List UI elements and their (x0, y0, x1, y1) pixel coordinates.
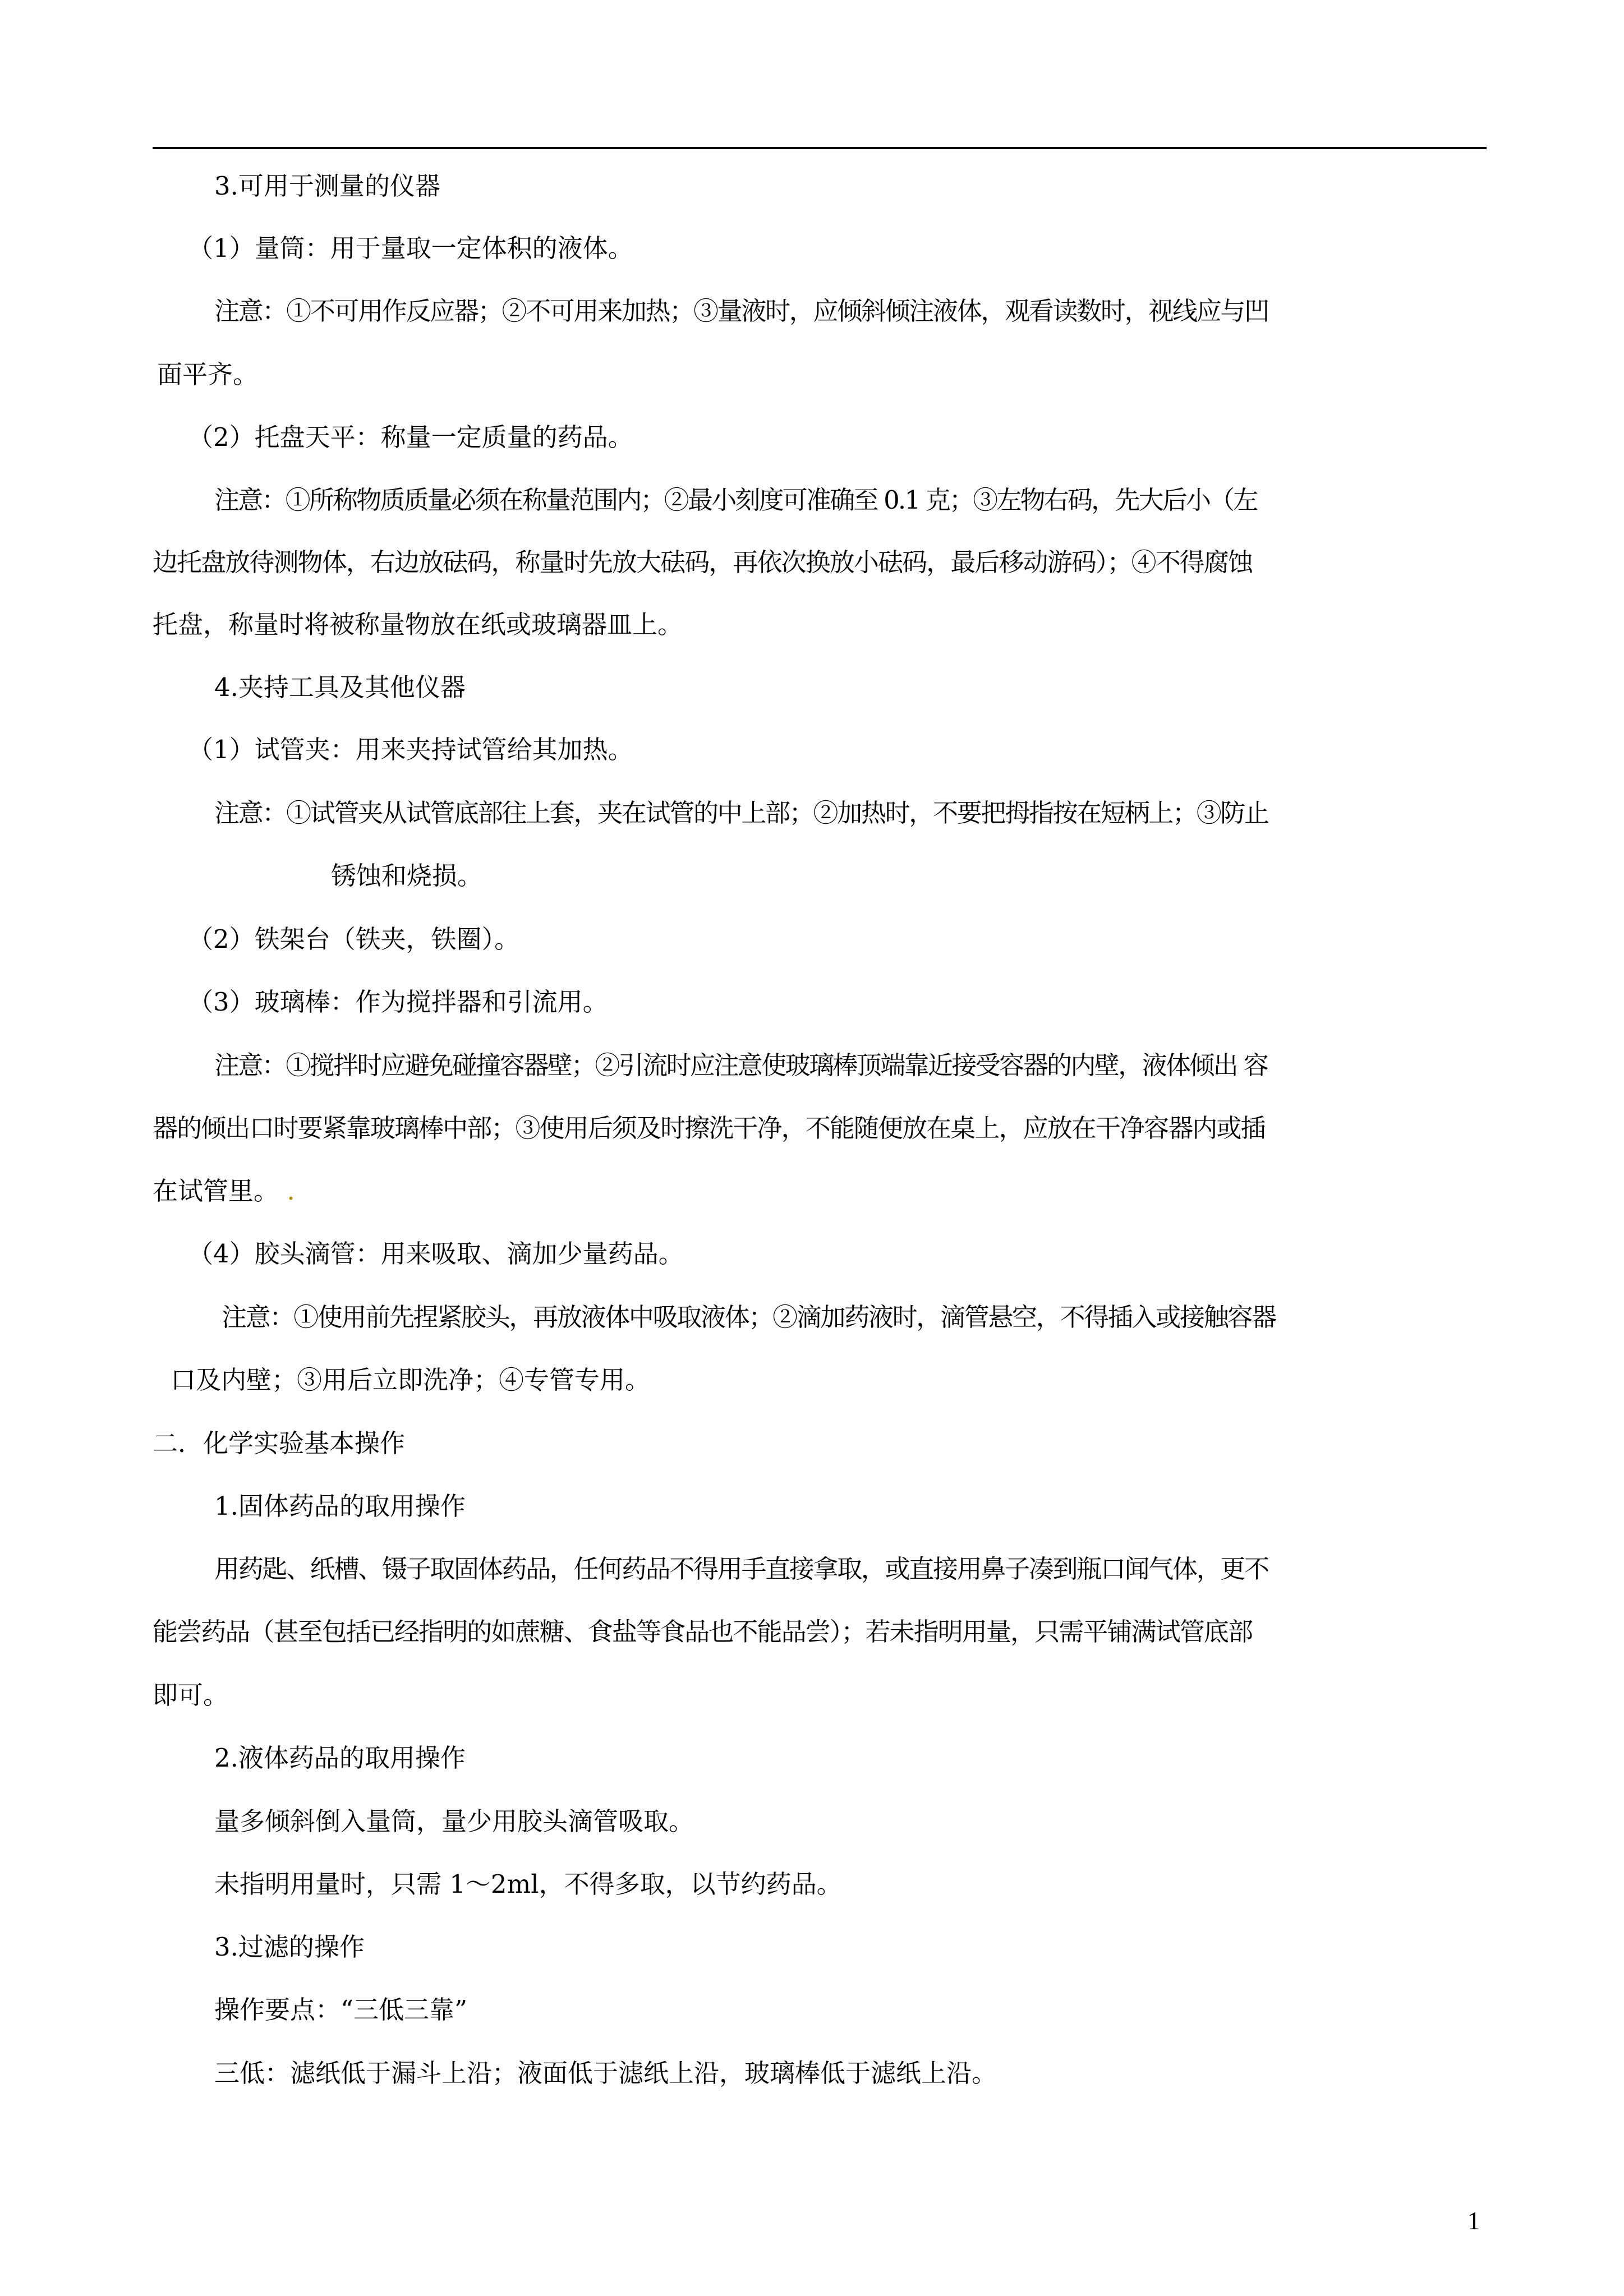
heading-clamping-tools: 4.夹持工具及其他仪器 (214, 672, 466, 702)
para-filtration-key-points: 操作要点：“三低三靠” (214, 1995, 468, 2025)
item-dropper: （4）胶头滴管：用来吸取、滴加少量药品。 (188, 1239, 684, 1269)
note-balance-line2: 边托盘放待测物体，右边放砝码，称量时先放大砝码，再依次换放小砝码，最后移动游码）；④不得腐蚀 (153, 547, 1253, 577)
heading-liquid-reagents: 2.液体药品的取用操作 (214, 1743, 466, 1773)
header-rule (153, 147, 1487, 149)
item-graduated-cylinder: （1）量筒：用于量取一定体积的液体。 (188, 233, 633, 263)
item-test-tube-holder: （1）试管夹：用来夹持试管给其加热。 (188, 735, 633, 764)
item-iron-stand: （2）铁架台（铁夹，铁圈）。 (188, 924, 520, 954)
heading-measuring-instruments: 3.可用于测量的仪器 (214, 171, 440, 201)
note-glass-rod-line1: 注意：①搅拌时应避免碰撞容器壁；②引流时应注意使玻璃棒顶端靠近接受容器的内壁，液体倾出 容 (214, 1050, 1268, 1080)
note-balance-line1: 注意：①所称物质质量必须在称量范围内；②最小刻度可准确至 0.1 克；③左物右码，先大后小（左 (214, 485, 1257, 515)
section-basic-operations: 二．化学实验基本操作 (153, 1428, 406, 1458)
note-holder-line1: 注意：①试管夹从试管底部往上套，夹在试管的中上部；②加热时，不要把拇指按在短柄上；③防止 (214, 798, 1268, 828)
note-holder-line2: 锈蚀和烧损。 (331, 861, 483, 891)
note-glass-rod-line2: 器的倾出口时要紧靠玻璃棒中部；③使用后须及时擦洗干净，不能随便放在桌上，应放在干净容器内或插 (153, 1113, 1265, 1143)
item-glass-rod: （3）玻璃棒：作为搅拌器和引流用。 (188, 987, 608, 1017)
note-glass-rod-line3: 在试管里。 . (153, 1176, 295, 1206)
stray-dot-mark: . (287, 1176, 295, 1206)
para-liquid-line1: 量多倾斜倒入量筒，量少用胶头滴管吸取。 (214, 1806, 694, 1836)
note-balance-line3: 托盘，称量时将被称量物放在纸或玻璃器皿上。 (153, 610, 683, 639)
para-liquid-line2: 未指明用量时，只需 1～2ml，不得多取，以节约药品。 (214, 1869, 842, 1899)
note-cylinder-line2: 面平齐。 (157, 359, 259, 389)
note-cylinder-line1: 注意：①不可用作反应器；②不可用来加热；③量液时，应倾斜倾注液体，观看读数时，视线应与凹 (214, 296, 1268, 326)
para-solid-line2: 能尝药品（甚至包括已经指明的如蔗糖、食盐等食品也不能品尝）；若未指明用量，只需平铺满试管底部 (153, 1617, 1253, 1647)
item-balance: （2）托盘天平：称量一定质量的药品。 (188, 422, 633, 452)
note-dropper-line1: 注意：①使用前先捏紧胶头，再放液体中吸取液体；②滴加药液时，滴管悬空，不得插入或接触容器 (222, 1302, 1276, 1332)
heading-solid-reagents: 1.固体药品的取用操作 (214, 1491, 466, 1521)
para-solid-line1: 用药匙、纸槽、镊子取固体药品，任何药品不得用手直接拿取，或直接用鼻子凑到瓶口闻气体，更不 (214, 1554, 1268, 1584)
note-dropper-line2: 口及内壁；③用后立即洗净；④专管专用。 (171, 1365, 651, 1395)
page-number: 1 (1467, 2207, 1480, 2235)
para-solid-line3: 即可。 (153, 1680, 229, 1710)
heading-filtration: 3.过滤的操作 (214, 1932, 365, 1962)
para-filtration-three-lows: 三低：滤纸低于漏斗上沿；液面低于滤纸上沿，玻璃棒低于滤纸上沿。 (214, 2058, 997, 2088)
